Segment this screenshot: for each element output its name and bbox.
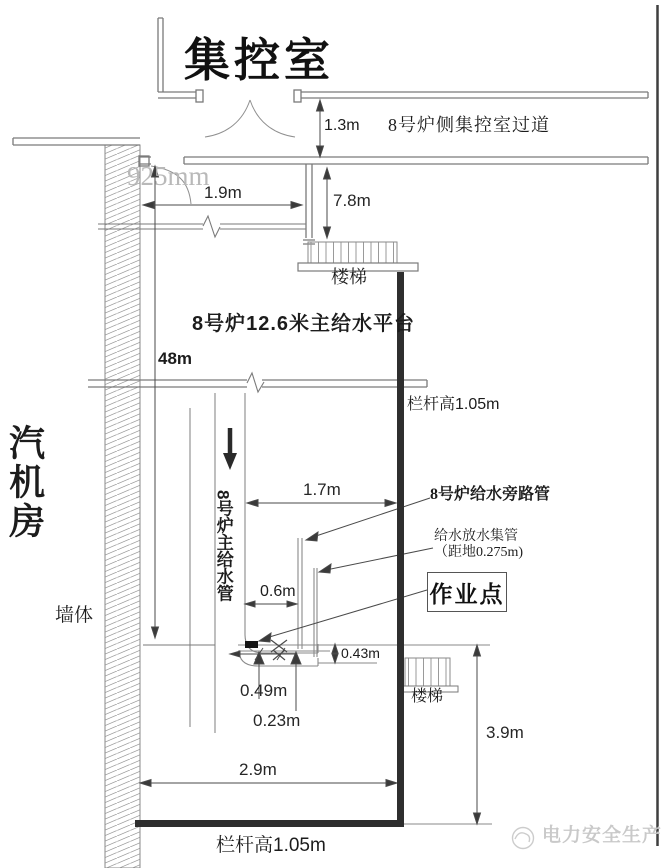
turbine-hall-label: 汽机房 [4, 424, 45, 541]
flow-direction-arrow [223, 428, 237, 470]
door-swing-arcs [205, 100, 295, 137]
drain-header-label-2: （距地0.275m) [434, 545, 524, 560]
wall-label: 墙体 [55, 605, 94, 626]
dim-2-9m: 2.9m [239, 760, 277, 779]
corridor-label: 8号炉侧集控室过道 [388, 115, 550, 135]
dim-925mm: 925mm [127, 161, 210, 191]
control-room-title: 集控室 [184, 35, 334, 86]
dim-1-7m: 1.7m [303, 480, 341, 499]
dim-0-43m: 0.43m [341, 645, 380, 661]
dim-7-8m: 7.8m [333, 191, 371, 210]
dim-0-49m: 0.49m [240, 681, 288, 700]
work-point-box [427, 572, 507, 612]
dim-0-6m: 0.6m [260, 583, 296, 600]
rail-lower-label: 栏杆高1.05m [216, 835, 326, 856]
passage-support-wall [303, 164, 315, 244]
dim-1-3m: 1.3m [324, 117, 360, 134]
dim-0-23m: 0.23m [253, 711, 301, 730]
platform-label: 8号炉12.6米主给水平台 [192, 313, 416, 335]
main-pipe-label: 8号炉主给水管 [213, 490, 233, 602]
dim-3-9m: 3.9m [486, 723, 524, 742]
dimension-lines [140, 100, 481, 824]
drain-header-lines [314, 568, 317, 657]
bypass-pipe-lines [298, 538, 302, 649]
stairs-upper-label: 楼梯 [331, 267, 367, 287]
dim-48m: 48m [158, 349, 193, 368]
leader-lines [259, 498, 433, 642]
dim-1-9m: 1.9m [204, 183, 242, 202]
work-area-horizontal-lines [238, 645, 492, 824]
drain-header-label-1: 给水放水集管 [434, 529, 518, 544]
watermark-text: 电力安全生产 [542, 825, 663, 846]
rail-upper-label: 栏杆高1.05m [407, 396, 500, 413]
bypass-pipe-label: 8号炉给水旁路管 [430, 486, 551, 503]
left-wall-hatch [105, 145, 140, 868]
stairs-lower-hatch [398, 658, 458, 692]
passage-floor [139, 156, 648, 166]
work-point-marker [245, 641, 258, 648]
work-point-label: 作业点 [429, 581, 505, 607]
upper-left-slab [13, 138, 140, 145]
watermark-logo [513, 828, 534, 849]
stairs-lower-label: 楼梯 [411, 688, 444, 705]
